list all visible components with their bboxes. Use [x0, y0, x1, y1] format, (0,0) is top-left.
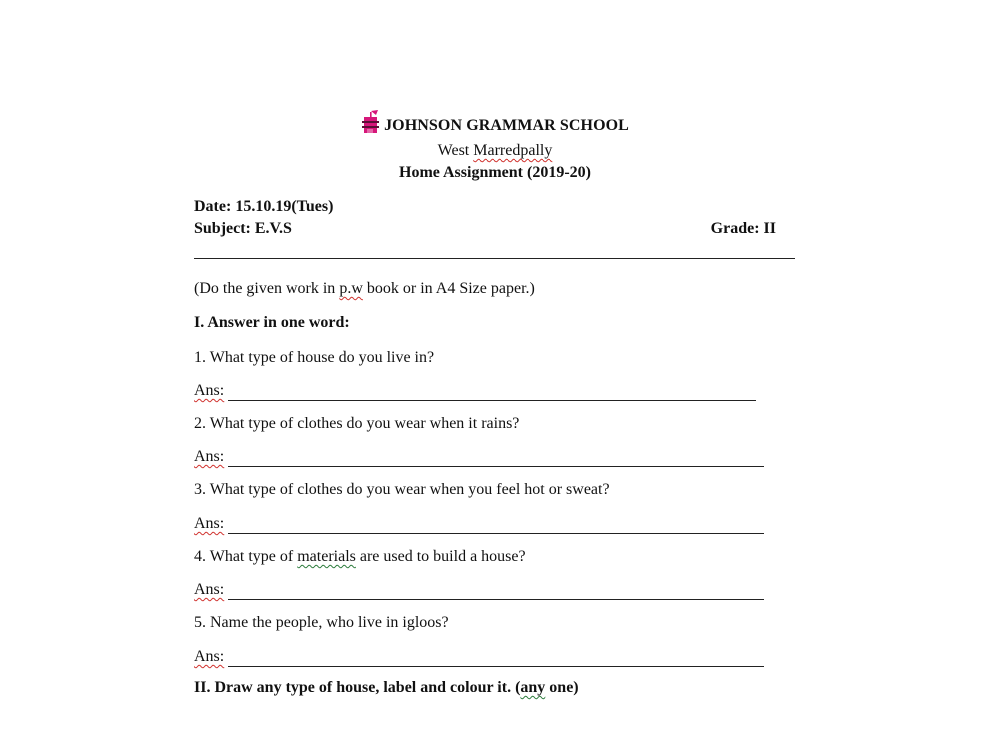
- subject-grade-row: [194, 218, 776, 240]
- assignment-title: Home Assignment (2019-20): [399, 164, 591, 181]
- location-prefix: West: [437, 142, 474, 159]
- section1-heading: I. Answer in one word:: [194, 314, 350, 331]
- location-name: Marredpally: [473, 142, 553, 159]
- question-2: 2. What type of clothes do you wear when it rains?: [194, 415, 520, 432]
- section2-heading: [194, 678, 579, 698]
- answer-line-3[interactable]: [228, 519, 764, 534]
- answer-label: Ans:: [194, 448, 225, 465]
- answer-label: Ans:: [194, 648, 225, 665]
- grade-label: Grade: II: [710, 220, 776, 237]
- section2-heading-main: II. Draw any type of house, label and colour it. (: [194, 679, 521, 696]
- instruction-prefix: (Do the given work in: [194, 280, 340, 297]
- question-3: 3. What type of clothes do you wear when you feel hot or sweat?: [194, 481, 610, 498]
- answer-line-1[interactable]: [228, 386, 756, 401]
- answer-row-1: [194, 381, 756, 401]
- meta-block: [194, 196, 776, 240]
- answer-line-4[interactable]: [228, 585, 764, 600]
- question-4-prefix: 4. What type of: [194, 548, 298, 565]
- answer-row-3: [194, 514, 764, 534]
- question-5: 5. Name the people, who live in igloos?: [194, 614, 449, 631]
- answer-label: Ans:: [194, 581, 225, 598]
- date-row: [194, 196, 776, 218]
- question-4-materials: materials: [297, 548, 356, 565]
- question-4-suffix: are used to build a house?: [355, 548, 526, 565]
- answer-label: Ans:: [194, 382, 225, 399]
- date-label: Date: 15.10.19(Tues): [194, 198, 334, 215]
- school-location: [0, 140, 990, 162]
- question-4: [194, 547, 526, 567]
- school-name: JOHNSON GRAMMAR SCHOOL: [384, 117, 629, 134]
- instruction-suffix: book or in A4 Size paper.): [362, 280, 535, 297]
- document-header: [0, 112, 990, 184]
- instruction-pw: p.w: [339, 280, 363, 297]
- section2-heading-any: any: [520, 679, 546, 696]
- answer-label: Ans:: [194, 515, 225, 532]
- answer-row-5: [194, 647, 764, 667]
- answer-row-4: [194, 580, 764, 600]
- school-title-row: [0, 112, 990, 140]
- section2-heading-end: one): [545, 679, 579, 696]
- instruction-text: [194, 279, 535, 299]
- question-1: 1. What type of house do you live in?: [194, 349, 435, 366]
- answer-line-2[interactable]: [228, 452, 764, 467]
- school-logo-icon: [361, 110, 381, 136]
- subject-label: Subject: E.V.S: [194, 220, 292, 237]
- answer-line-5[interactable]: [228, 652, 764, 667]
- header-divider: [194, 258, 795, 259]
- answer-row-2: [194, 447, 764, 467]
